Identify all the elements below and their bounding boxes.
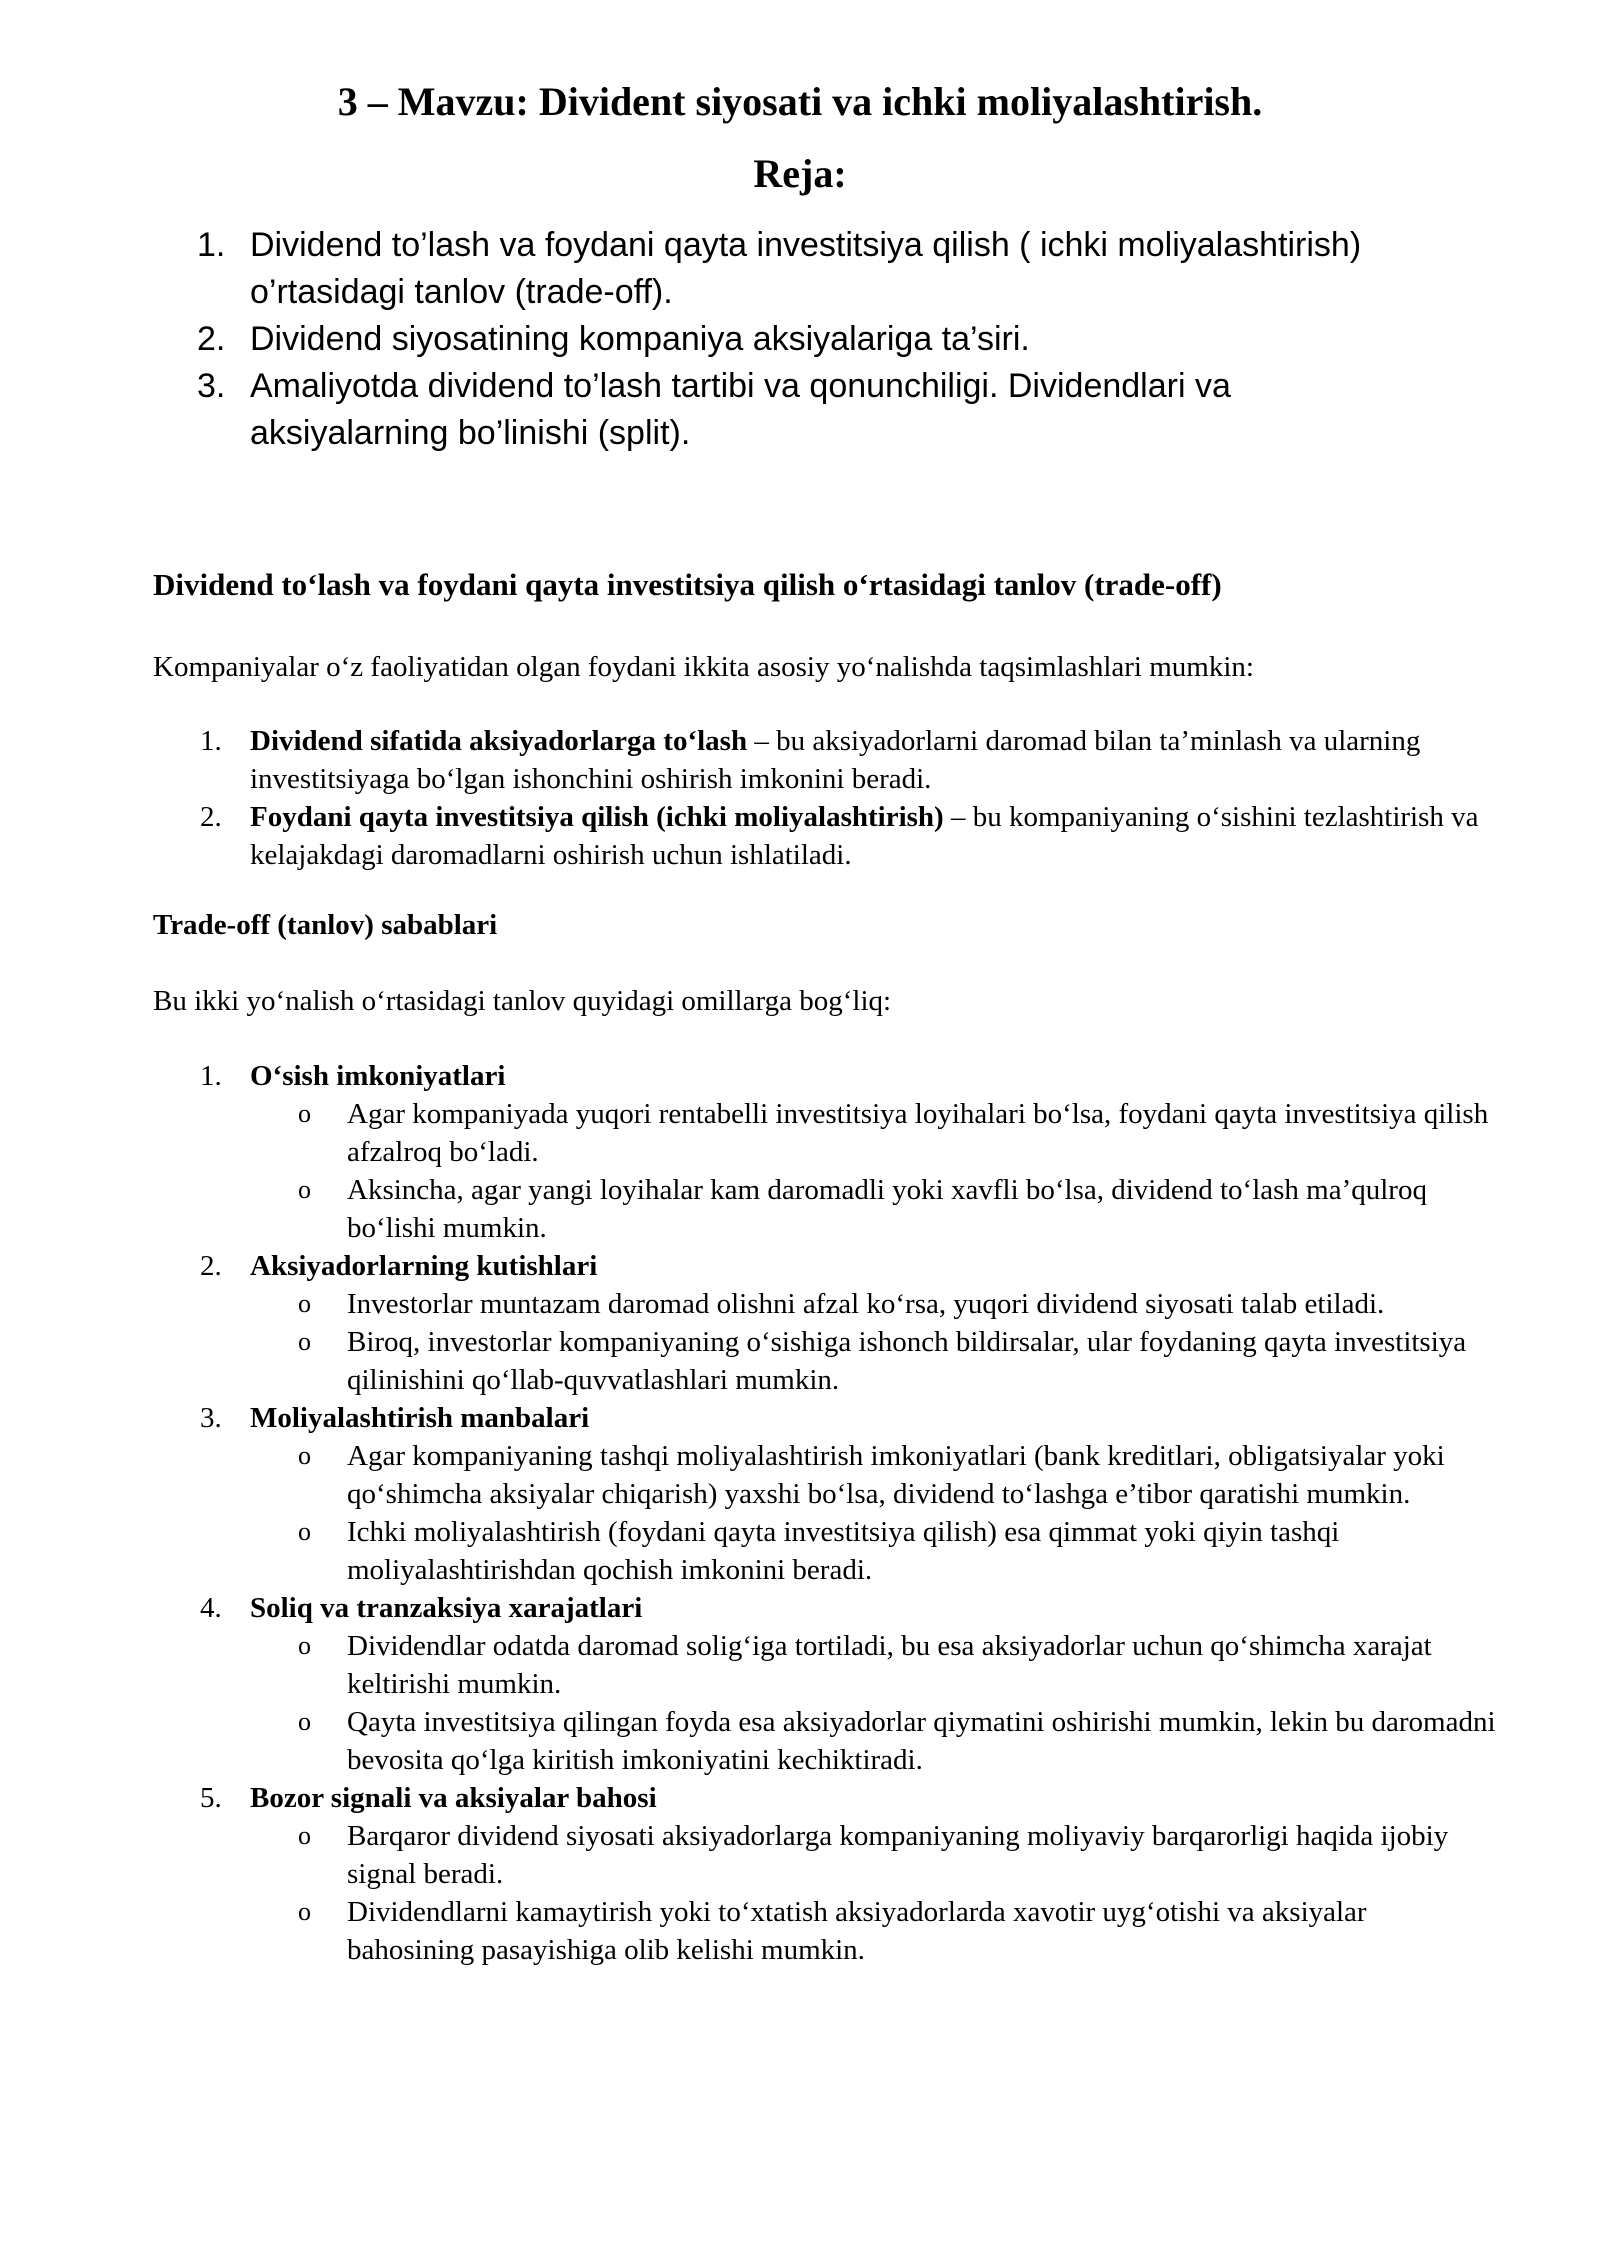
bullet-marker: o xyxy=(298,1897,311,1926)
bullet-item xyxy=(250,1513,1497,1589)
factor-item xyxy=(0,1057,1490,1247)
section-heading-trade-off: Dividend toʻlash va foydani qayta investitsiya qilish oʻrtasidagi tanlov (trade-off) xyxy=(153,567,1222,602)
factor-number: 2. xyxy=(200,1250,222,1282)
subsection-heading-reasons: Trade-off (tanlov) sabablari xyxy=(153,909,498,941)
list-item-number: 1. xyxy=(200,725,222,757)
bullet-marker: o xyxy=(298,1175,311,1204)
factor-item xyxy=(0,1399,1490,1589)
bullet-item xyxy=(250,1171,1497,1247)
factor-title: Oʻsish imkoniyatlari xyxy=(250,1060,506,1092)
bullet-item xyxy=(250,1323,1497,1399)
factor-item xyxy=(0,1247,1490,1399)
plan-item xyxy=(0,222,1410,316)
plan-item-number: 2. xyxy=(197,320,226,358)
bullet-item xyxy=(250,1703,1497,1779)
factor-bullets xyxy=(250,1095,1490,1247)
list-item-number: 2. xyxy=(200,801,222,833)
list-item xyxy=(0,722,1490,798)
plan-item-text: Dividend siyosatining kompaniya aksiyalariga ta’siri. xyxy=(250,320,1030,358)
bullet-text: Dividendlarni kamaytirish yoki toʻxtatish aksiyadorlarda xavotir uygʻotishi va aksiyalar bahosining pasayishiga olib kelishi mumkin. xyxy=(347,1896,1367,1966)
factors-list xyxy=(0,1057,1600,1969)
bullet-marker: o xyxy=(298,1707,311,1736)
distribution-options-list xyxy=(0,722,1600,874)
factor-number: 1. xyxy=(200,1060,222,1092)
factor-bullets xyxy=(250,1437,1490,1589)
bullet-text: Agar kompaniyaning tashqi moliyalashtirish imkoniyatlari (bank kreditlari, obligatsiyalar yoki qoʻshimcha aksiyalar chiqarish) yaxshi boʻlsa, dividend toʻlashga e’tibor qaratishi mumkin. xyxy=(347,1440,1445,1510)
bullet-text: Biroq, investorlar kompaniyaning oʻsishiga ishonch bildirsalar, ular foydaning qayta investitsiya qilinishini qoʻllab-quvvatlashlari mumkin. xyxy=(347,1326,1467,1396)
bullet-text: Aksincha, agar yangi loyihalar kam daromadli yoki xavfli boʻlsa, dividend toʻlash ma’qulroq boʻlishi mumkin. xyxy=(347,1174,1427,1244)
bullet-text: Ichki moliyalashtirish (foydani qayta investitsiya qilish) esa qimmat yoki qiyin tashqi moliyalashtirishdan qochish imkonini beradi. xyxy=(347,1516,1340,1586)
factor-number: 4. xyxy=(200,1592,222,1624)
factor-bullets xyxy=(250,1285,1490,1399)
list-item-text: – bu aksiyadorlarni daromad bilan ta’minlash va ularning investitsiyaga boʻlgan ishonchini oshirish imkonini beradi. xyxy=(250,725,1421,795)
plan-item-number: 3. xyxy=(197,367,226,405)
bullet-item xyxy=(250,1817,1497,1893)
plan-item-number: 1. xyxy=(197,226,226,264)
bullet-marker: o xyxy=(298,1327,311,1356)
bullet-text: Agar kompaniyada yuqori rentabelli investitsiya loyihalari boʻlsa, foydani qayta investitsiya qilish afzalroq boʻladi. xyxy=(347,1098,1489,1168)
bullet-text: Barqaror dividend siyosati aksiyadorlarga kompaniyaning moliyaviy barqarorligi haqida ijobiy signal beradi. xyxy=(347,1820,1449,1890)
factor-number: 3. xyxy=(200,1402,222,1434)
bullet-item xyxy=(250,1437,1497,1513)
list-item-bold-term: Dividend sifatida aksiyadorlarga toʻlash xyxy=(250,725,748,757)
bullet-item xyxy=(250,1285,1497,1323)
factor-bullets xyxy=(250,1817,1490,1969)
plan-list xyxy=(0,222,1600,457)
bullet-marker: o xyxy=(298,1821,311,1850)
bullet-marker: o xyxy=(298,1289,311,1318)
bullet-item xyxy=(250,1095,1497,1171)
factor-bullets xyxy=(250,1627,1496,1779)
factor-item xyxy=(0,1779,1490,1969)
factor-title: Bozor signali va aksiyalar bahosi xyxy=(250,1782,657,1814)
bullet-marker: o xyxy=(298,1517,311,1546)
factor-title: Aksiyadorlarning kutishlari xyxy=(250,1250,598,1282)
plan-item-text: Amaliyotda dividend to’lash tartibi va qonunchiligi. Dividendlari va aksiyalarning bo’linishi (split). xyxy=(250,367,1231,452)
list-item xyxy=(0,798,1490,874)
list-item-text: – bu kompaniyaning oʻsishini tezlashtirish va kelajakdagi daromadlarni oshirish uchun ishlatiladi. xyxy=(250,801,1479,871)
plan-item-text: Dividend to’lash va foydani qayta investitsiya qilish ( ichki moliyalashtirish) o’rtasidagi tanlov (trade-off). xyxy=(250,226,1362,311)
document-title: 3 – Mavzu: Divident siyosati va ichki moliyalashtirish. xyxy=(337,79,1263,124)
plan-item xyxy=(0,363,1410,457)
bullet-item xyxy=(250,1627,1497,1703)
bullet-marker: o xyxy=(298,1099,311,1128)
bullet-text: Qayta investitsiya qilingan foyda esa aksiyadorlar qiymatini oshirishi mumkin, lekin bu daromadni bevosita qoʻlga kiritish imkoniyatini kechiktiradi. xyxy=(347,1706,1496,1776)
factor-number: 5. xyxy=(200,1782,222,1814)
factor-item xyxy=(0,1589,1496,1779)
bullet-item xyxy=(250,1893,1497,1969)
plan-heading: Reja: xyxy=(753,151,847,196)
plan-item xyxy=(0,316,1410,363)
bullet-text: Dividendlar odatda daromad soligʻiga tortiladi, bu esa aksiyadorlar uchun qoʻshimcha xarajat keltirishi mumkin. xyxy=(347,1630,1432,1700)
bullet-text: Investorlar muntazam daromad olishni afzal koʻrsa, yuqori dividend siyosati talab etiladi. xyxy=(347,1288,1385,1320)
list-item-bold-term: Foydani qayta investitsiya qilish (ichki moliyalashtirish) xyxy=(250,801,944,833)
section-intro-paragraph: Kompaniyalar oʻz faoliyatidan olgan foydani ikkita asosiy yoʻnalishda taqsimlashlari mumkin: xyxy=(153,651,1254,683)
subsection-intro-paragraph: Bu ikki yoʻnalish oʻrtasidagi tanlov quyidagi omillarga bogʻliq: xyxy=(153,985,892,1017)
bullet-marker: o xyxy=(298,1631,311,1660)
bullet-marker: o xyxy=(298,1441,311,1470)
factor-title: Moliyalashtirish manbalari xyxy=(250,1402,590,1434)
factor-title: Soliq va tranzaksiya xarajatlari xyxy=(250,1592,643,1624)
